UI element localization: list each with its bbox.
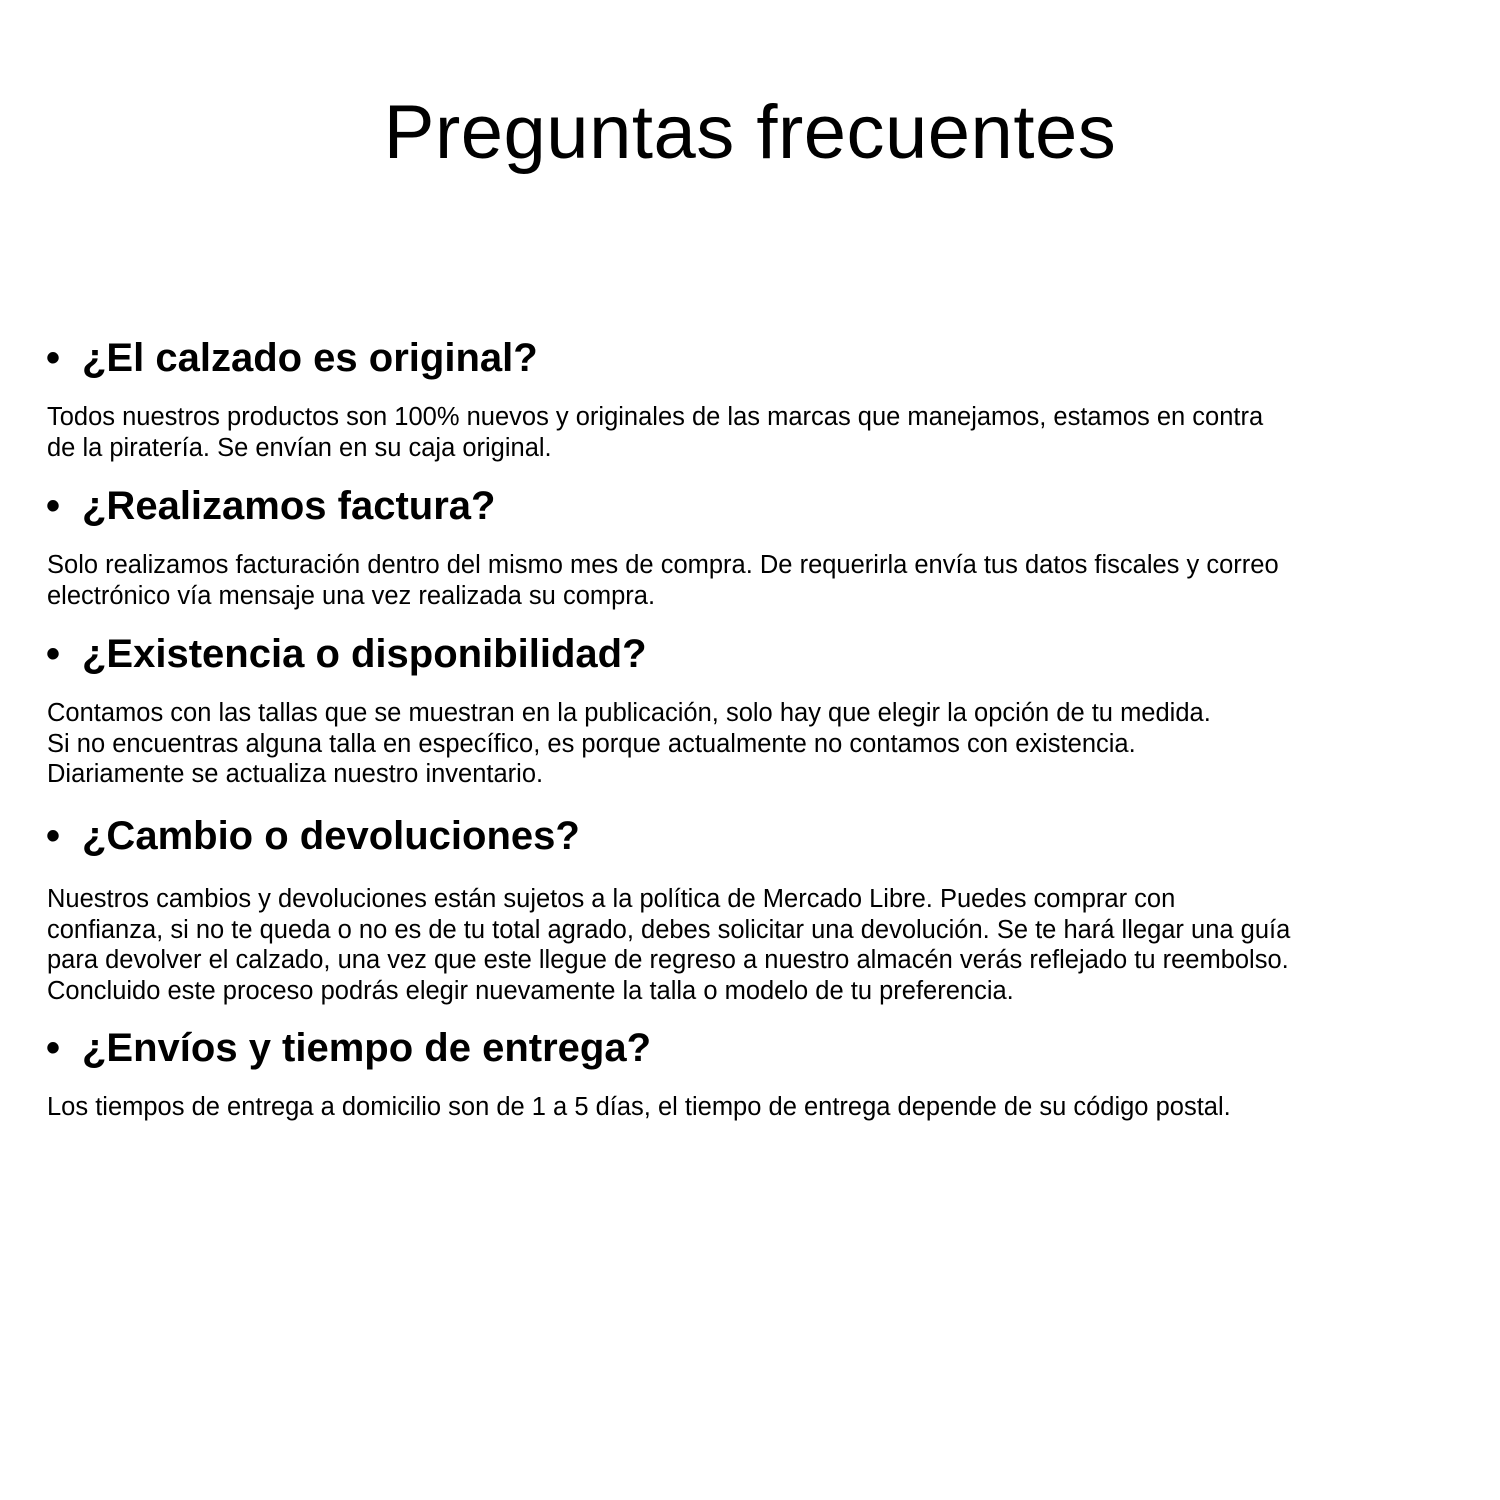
- faq-answer-line: Contamos con las tallas que se muestran en la publicación, solo hay que elegir la opción de tu medida.: [47, 699, 1211, 727]
- faq-answer-line: Nuestros cambios y devoluciones están sujetos a la política de Mercado Libre. Puedes comprar con: [47, 885, 1176, 913]
- bullet-icon: •: [46, 814, 61, 858]
- faq-question: [46, 1024, 651, 1072]
- faq-question: [46, 812, 580, 860]
- faq-answer-line: Concluido este proceso podrás elegir nuevamente la talla o modelo de tu preferencia.: [47, 976, 1014, 1005]
- faq-question-text: ¿Realizamos factura?: [82, 484, 496, 528]
- faq-answer-line: Si no encuentras alguna talla en específico, es porque actualmente no contamos con existencia.: [47, 729, 1136, 758]
- faq-answer-line: para devolver el calzado, una vez que este llegue de regreso a nuestro almacén verás reflejado tu reembolso.: [47, 946, 1289, 974]
- faq-question-text: ¿Cambio o devoluciones?: [82, 814, 580, 858]
- faq-answer-line: Diariamente se actualiza nuestro inventario.: [47, 760, 544, 788]
- faq-question: [46, 334, 538, 382]
- faq-question-text: ¿Envíos y tiempo de entrega?: [82, 1026, 652, 1070]
- faq-question: [46, 630, 647, 678]
- faq-question-text: ¿Existencia o disponibilidad?: [82, 632, 647, 676]
- faq-answer-line: confianza, si no te queda o no es de tu total agrado, debes solicitar una devolución. Se te hará llegar una guía: [47, 915, 1291, 944]
- bullet-icon: •: [46, 632, 61, 676]
- faq-answer: [47, 1092, 1467, 1123]
- bullet-icon: •: [46, 1026, 61, 1070]
- faq-answer: [47, 402, 1467, 463]
- faq-question-text: ¿El calzado es original?: [82, 336, 538, 380]
- bullet-icon: •: [46, 336, 61, 380]
- faq-answer-line: Solo realizamos facturación dentro del mismo mes de compra. De requerirla envía tus datos fiscales y correo: [47, 551, 1279, 579]
- faq-answer: [47, 884, 1467, 1006]
- faq-question: [46, 482, 495, 530]
- page-title: Preguntas frecuentes: [383, 90, 1117, 175]
- faq-answer: [47, 698, 1467, 790]
- faq-answer-line: Todos nuestros productos son 100% nuevos y originales de las marcas que manejamos, estamos en contra: [47, 403, 1264, 431]
- bullet-icon: •: [46, 484, 61, 528]
- faq-answer-line: de la piratería. Se envían en su caja original.: [47, 433, 552, 462]
- faq-answer-line: Los tiempos de entrega a domicilio son de 1 a 5 días, el tiempo de entrega depende de su código postal.: [47, 1093, 1231, 1121]
- faq-answer: [47, 550, 1467, 611]
- faq-answer-line: electrónico vía mensaje una vez realizada su compra.: [47, 581, 656, 610]
